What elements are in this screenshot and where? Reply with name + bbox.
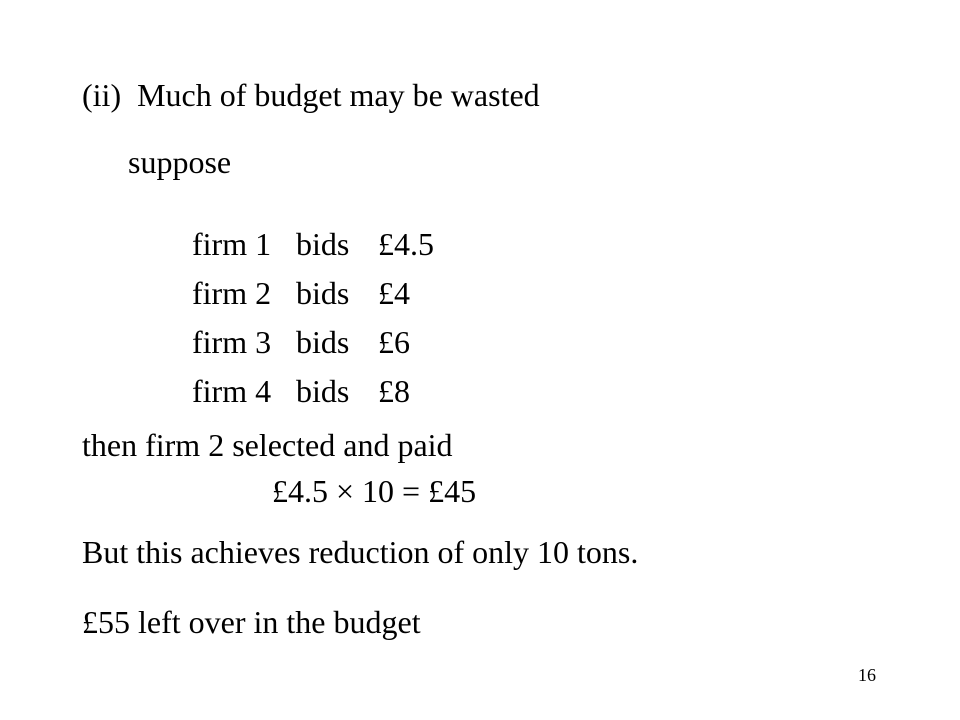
bid-verb: bids [296,373,350,409]
bid-line-firm-4 [176,343,410,407]
bid-firm: firm 3 [192,324,272,360]
bid-verb: bids [296,226,350,262]
bid-verb: bids [296,275,350,311]
page-number: 16 [858,665,876,685]
bid-firm: firm 2 [192,275,272,311]
bid-amount: £4 [378,275,410,311]
leftover-text: £55 left over in the budget [82,604,421,640]
reduction-text: But this achieves reduction of only 10 tons. [82,534,639,570]
bid-amount: £4.5 [378,226,434,262]
suppose-text: suppose [128,144,232,180]
bid-amount: £8 [378,373,410,409]
selected-text: then firm 2 selected and paid [82,427,453,463]
slide-heading: (ii) Much of budget may be wasted [82,77,540,113]
bid-verb: bids [296,324,350,360]
calculation-text: £4.5 × 10 = £45 [272,473,477,509]
bid-firm: firm 1 [192,226,272,262]
bid-amount: £6 [378,324,410,360]
bid-firm: firm 4 [192,373,272,409]
